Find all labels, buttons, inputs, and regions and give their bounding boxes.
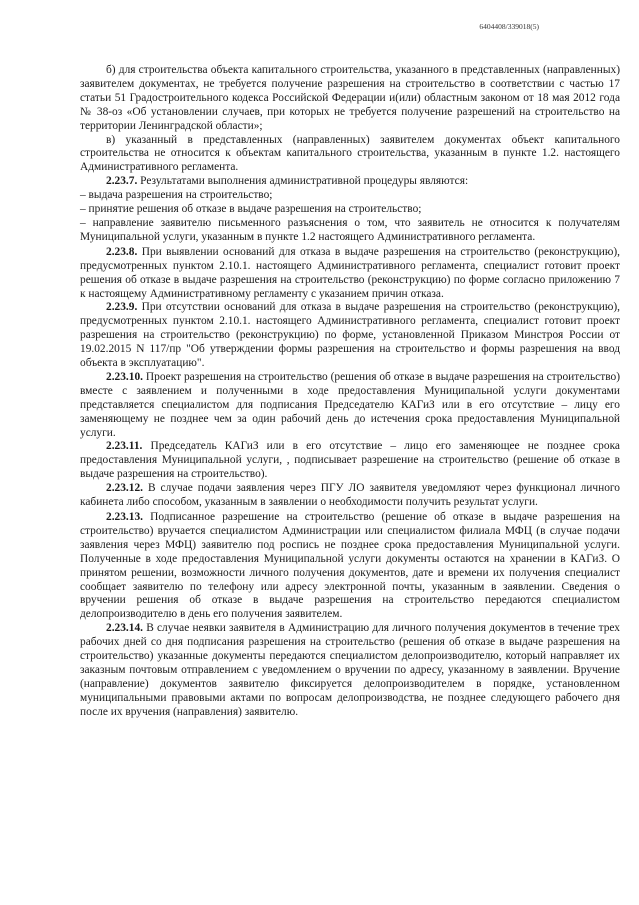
clause-2-23-8 xyxy=(80,246,620,302)
paragraph-b xyxy=(80,64,620,134)
clause-text: Результатами выполнения административной процедуры являются: xyxy=(137,175,469,188)
list-item xyxy=(80,217,620,245)
clause-2-23-7 xyxy=(80,175,620,189)
clause-number: 2.23.8. xyxy=(106,245,138,258)
clause-number: 2.23.13. xyxy=(106,511,144,523)
clause-2-23-14 xyxy=(80,622,620,719)
clause-text: Председатель КАГиЗ или в его отсутствие – лицо его заменяющее не позднее срока предоставления Муниципальной услуги, , подписывает разрешение на строительство (решение об отказе в выдаче разрешения на строительство). xyxy=(80,440,620,481)
clause-number: 2.23.9. xyxy=(106,301,138,314)
list-item-text: – принятие решения об отказе в выдаче разрешения на строительство; xyxy=(80,203,422,216)
list-item xyxy=(80,189,620,203)
clause-text: В случае неявки заявителя в Администрацию для личного получения документов в течение трех рабочих дней со дня подписания разрешения на строительство (решения об отказе в выдаче разрешения на строительство) указанные документы передаются специалистом делопроизводителю, который направляет их заказным почтовым отправлением с уведомлением о вручении по адресу, указанному в заявлении. Вручение (направление) документов заявителю фиксируется делопроизводителем в порядке, установленном муниципальными правовыми актами по вопросам делопроизводства, не позднее следующего рабочего дня после их вручения (направления) заявителю. xyxy=(80,622,620,718)
clause-number: 2.23.10. xyxy=(106,370,144,383)
clause-text: При выявлении оснований для отказа в выдаче разрешения на строительство (реконструкцию), предусмотренных пунктом 2.10.1. настоящего Административного регламента, специалист готовит проект решения об отказе в выдаче разрешения на строительство (реконструкцию) по форме согласно приложению 7 к настоящему Административному регламенту с указанием причин отказа. xyxy=(80,245,620,300)
clause-number: 2.23.12. xyxy=(106,482,144,495)
document-id: 6404408/339018(5) xyxy=(479,22,539,31)
document-body xyxy=(80,64,620,720)
clause-text: При отсутствии оснований для отказа в выдаче разрешения на строительство (реконструкцию), предусмотренных пунктом 2.10.1. настоящего Административного регламента, специалист готовит проект разрешения на строительство (реконструкцию) по форме, установленной Приказом Минстроя России от 19.02.2015 N 117/пр "Об утверждении формы разрешения на строительство и формы разрешения на ввод объекта в эксплуатацию". xyxy=(80,301,620,370)
clause-2-23-11 xyxy=(80,440,620,482)
list-item-text: – направление заявителю письменного разъяснения о том, что заявитель не относится к получателям Муниципальной услуги, указанным в пункте 1.2 настоящего Административного регламента. xyxy=(80,216,620,243)
clause-number: 2.23.11. xyxy=(106,440,143,453)
clause-text: Проект разрешения на строительство (решения об отказе в выдаче разрешения на строительство) вместе с заявлением и полученными в ходе предоставления Муниципальной услуги документами представляется специалистом для подписания Председателю КАГиЗ или в его отсутствие – лицу его заменяющему не позднее чем за один рабочий день до истечения срока предоставления Муниципальной услуги. xyxy=(80,370,620,439)
clause-2-23-10 xyxy=(80,371,620,441)
clause-2-23-13 xyxy=(80,511,620,622)
clause-number: 2.23.7. xyxy=(106,175,138,188)
clause-text: Подписанное разрешение на строительство (решение об отказе в выдаче разрешения на строительство) вручается специалистом Администрации или специалистом филиала МФЦ (в случае подачи заявления через МФЦ) заявителю под роспись не позднее срока предоставления Муниципальной услуги. Полученные в ходе предоставления Муниципальной услуги документы остаются на хранении в КАГиЗ. О принятом решении, возможности личного получения документов, дате и времени их получения специалист сообщает заявителю по телефону или адресу электронной почты, указанным в заявлении. Сведения о вручении решения об отказе в выдаче разрешения на строительство передаются специалистом делопроизводителю в день его получения заявителем. xyxy=(80,511,620,621)
clause-number: 2.23.14. xyxy=(106,622,144,635)
list-item-text: – выдача разрешения на строительство; xyxy=(80,189,273,202)
list-item xyxy=(80,203,620,217)
clause-2-23-12 xyxy=(80,482,620,510)
paragraph-v xyxy=(80,134,620,176)
paragraph-text: б) для строительства объекта капитального строительства, указанного в представленных (направленных) заявителем документах, не требуется получение разрешения на строительство в соответствии с частью 17 статьи 51 Градостроительного кодекса Российской Федерации и(или) областным законом от 18 мая 2012 года № 38-оз «Об установлении случаев, при которых не требуется получение разрешений на строительство на территории Ленинградской области»; xyxy=(80,64,620,132)
clause-text: В случае подачи заявления через ПГУ ЛО заявителя уведомляют через функционал личного кабинета либо способом, указанным в заявлении о необходимости получить результат услуги. xyxy=(80,482,620,509)
paragraph-text: в) указанный в представленных (направленных) заявителем документах объект капитального строительства не относится к объектам капитального строительства, указанным в пункте 1.2. настоящего Административного регламента. xyxy=(80,133,620,174)
clause-2-23-9 xyxy=(80,301,620,371)
